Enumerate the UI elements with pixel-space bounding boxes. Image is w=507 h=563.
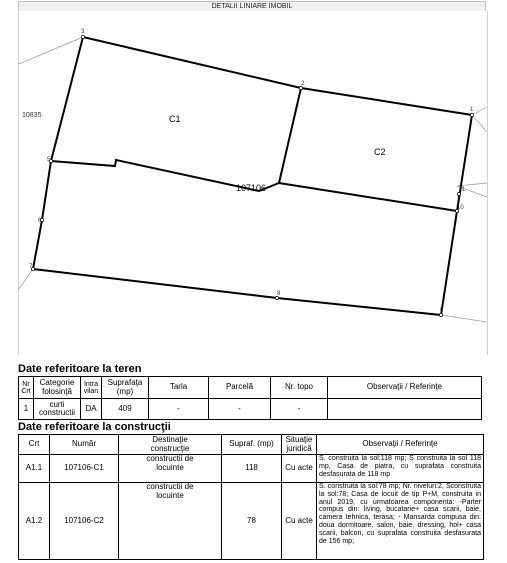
cell-numar: 107106-C2 bbox=[50, 483, 119, 560]
vertex-2: 2 bbox=[301, 81, 305, 87]
vertex-8: 8 bbox=[277, 291, 281, 297]
vertex-6: 6 bbox=[38, 218, 42, 224]
teren-section-title: Date referitoare la teren bbox=[18, 363, 142, 375]
cell-suprafata: 409 bbox=[102, 399, 149, 420]
table-row bbox=[19, 483, 484, 560]
cell-crt: A1.2 bbox=[19, 483, 50, 560]
cell-categorie: curti constructii bbox=[34, 399, 81, 420]
vertex-10: 10 bbox=[457, 205, 464, 211]
cadastral-plan bbox=[18, 11, 488, 355]
cell-tarla: - bbox=[149, 399, 209, 420]
cell-destinatie: constructii de locuinte bbox=[119, 455, 222, 483]
observatii-text: S. construita la sol:78 mp; Nr. niveluri:2, Sconstruita la sol:78; Casa de locuit de tip P+M, construita in anul 2019, cu urmatoarea componenta: -Parter compus din: living, bucatarie+ casa scarii, baie, camera tehnica, terasa; - Mansarda compusa din: doua dormitoare, salon, baie, dressing, hol+ casa scarii, balcon, cu suprafata construita desfasurata de 156 mp; bbox=[319, 483, 481, 545]
table-row bbox=[19, 455, 484, 483]
col-observatii-constructii: Observaţii / Referinţe bbox=[317, 435, 484, 455]
col-nr-crt: Nr Crt bbox=[19, 377, 34, 399]
col-situatie: Situaţie juridică bbox=[282, 435, 317, 455]
cell-crt: A1.1 bbox=[19, 455, 50, 483]
cell-situatie: Cu acte bbox=[282, 455, 317, 483]
plan-header: DETALII LINIARE IMOBIL bbox=[18, 1, 486, 12]
cell-nr-topo: - bbox=[271, 399, 328, 420]
cell-observatii: S. construita la sol:118 mp; S construita la sol 118 mp, Casa de piatra, cu suprafata construita desfasurata de 118 mp bbox=[317, 455, 484, 483]
constructii-header-row bbox=[19, 435, 484, 455]
col-nr-topo: Nr. topo bbox=[271, 377, 328, 399]
col-supraf: Supraf. (mp) bbox=[222, 435, 282, 455]
constructii-table bbox=[18, 434, 484, 560]
neighbor-parcel-label: 10835 bbox=[22, 112, 42, 119]
col-observatii: Observaţii / Referinţe bbox=[328, 377, 482, 399]
col-crt: Crt bbox=[19, 435, 50, 455]
parcel-number-label: 107106 bbox=[236, 183, 267, 193]
col-numar: Număr bbox=[50, 435, 119, 455]
cell-numar: 107106-C1 bbox=[50, 455, 119, 483]
col-destinatie: Destinaţie construcţie bbox=[119, 435, 222, 455]
building-c1-label: C1 bbox=[169, 114, 181, 124]
vertex-7: 7 bbox=[29, 264, 33, 270]
teren-header-row bbox=[19, 377, 482, 399]
cell-nr: 1 bbox=[19, 399, 34, 420]
vertex-1: 1 bbox=[470, 107, 474, 113]
cell-observatii bbox=[328, 399, 482, 420]
cell-supraf: 78 bbox=[222, 483, 282, 560]
teren-table bbox=[18, 376, 482, 420]
constructii-section-title: Date referitoare la construcţii bbox=[18, 421, 171, 433]
vertex-5: 5 bbox=[47, 157, 51, 163]
col-tarla: Tarla bbox=[149, 377, 209, 399]
cell-observatii bbox=[317, 483, 484, 560]
col-categorie: Categorie folosinţă bbox=[34, 377, 81, 399]
col-intravilan: Intra vilan bbox=[81, 377, 102, 399]
cell-supraf: 118 bbox=[222, 455, 282, 483]
cell-parcela: - bbox=[209, 399, 271, 420]
vertex-11: 11 bbox=[459, 187, 466, 193]
building-c2-label: C2 bbox=[374, 147, 386, 157]
vertex-3: 3 bbox=[81, 29, 85, 35]
col-parcela: Parcelă bbox=[209, 377, 271, 399]
cell-situatie: Cu acte bbox=[282, 483, 317, 560]
teren-row bbox=[19, 399, 482, 420]
vertex-9: 9 bbox=[440, 308, 444, 314]
col-suprafata: Suprafaţa (mp) bbox=[102, 377, 149, 399]
cell-destinatie: constructii de locuinte bbox=[119, 483, 222, 560]
cell-intravilan: DA bbox=[81, 399, 102, 420]
